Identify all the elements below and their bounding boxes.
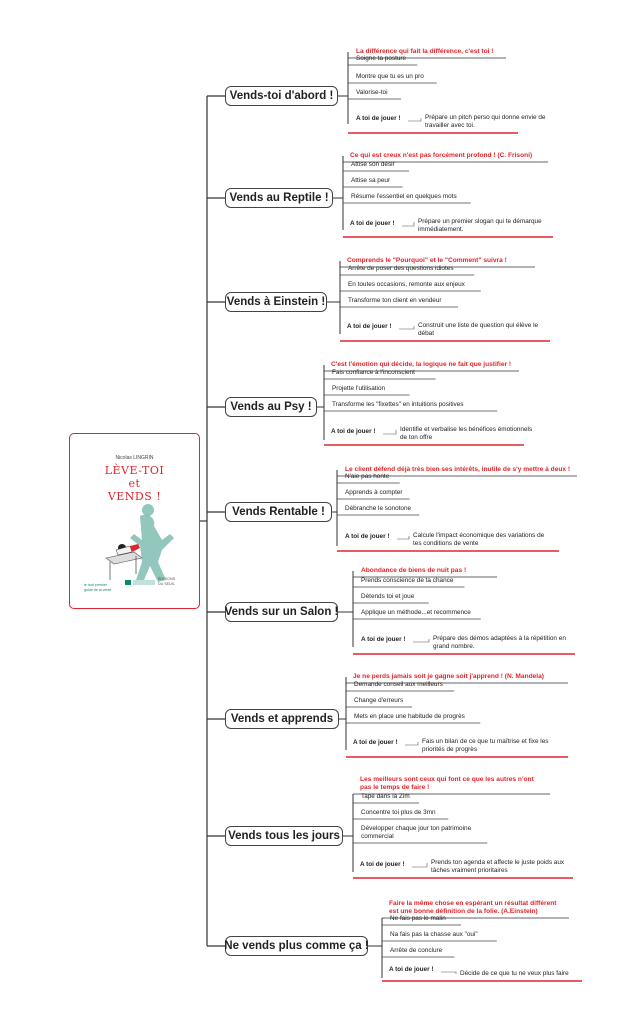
action-label: A toi de jouer !	[347, 323, 392, 330]
branch-label-text: Vends sur un Salon !	[224, 606, 339, 618]
branch-node[interactable]	[225, 936, 368, 956]
branch-item: Attise sa peur	[351, 177, 391, 184]
action-text: Construit une liste de question qui élève le débat	[418, 322, 539, 337]
branch-item: Demande conseil aux meilleurs	[354, 681, 443, 688]
action-label: A toi de jouer !	[353, 739, 398, 746]
branch-quote: La différence qui fait la différence, c'est toi !	[356, 48, 494, 55]
action-text: Calcule l'impact économique des variations de tes conditions de vente	[413, 532, 545, 547]
branch-label-text: Vends tous les jours	[228, 830, 340, 842]
action-label: A toi de jouer !	[350, 220, 395, 227]
action-label: A toi de jouer !	[331, 428, 376, 435]
action-label: A toi de jouer !	[361, 636, 406, 643]
branch-item: Débranche le sonotone	[345, 505, 412, 512]
action-label: A toi de jouer !	[389, 966, 434, 973]
branch-quote: Comprends le "Pourquoi" et le "Comment" suivra !	[347, 257, 507, 264]
branch-item: Arrête de conclure	[390, 947, 443, 954]
branch-quote: Faire la même chose en espérant un résultat différent est une bonne définition de la folie. (A.Einstein)	[389, 900, 557, 915]
cover-subtitle: le tout premier guide de la vente	[84, 583, 112, 592]
action-text: Décide de ce que tu ne veux plus faire	[460, 970, 569, 977]
action-connector	[408, 118, 421, 121]
branch-node[interactable]	[225, 602, 338, 622]
branch-node[interactable]	[225, 709, 339, 729]
branch-node[interactable]	[225, 502, 332, 522]
action-connector	[405, 742, 418, 745]
branch-label-text: Vends à Einstein !	[226, 296, 326, 308]
branch-item: Mets en place une habitude de progrès	[354, 713, 465, 720]
action-label: A toi de jouer !	[345, 533, 390, 540]
branch-item: En toutes occasions, remonte aux enjeux	[348, 281, 465, 288]
action-text: Prépare un pitch perso qui donne envie de travailler avec toi.	[425, 114, 546, 129]
branch-item: Soigne ta posture	[356, 55, 407, 62]
branch-item: Prends conscience de ta chance	[361, 577, 454, 584]
branch-node[interactable]	[225, 86, 338, 106]
action-label: A toi de jouer !	[356, 115, 401, 122]
branch-quote: Le client défend déjà très bien ses intérêts, inutile de s'y mettre à deux !	[345, 466, 571, 473]
action-connector	[412, 863, 427, 867]
branch-item: Na fais pas la chasse aux "oui"	[390, 931, 478, 938]
action-text: Prépare un premier slogan qui te démarque immédiatement.	[418, 218, 542, 233]
branch-item: Tape dans la Zim	[361, 793, 410, 800]
branch-label-text: Ne vends plus comme ça !	[224, 940, 369, 952]
branch-item: Montre que tu es un pro	[356, 73, 424, 80]
branch-item: Change d'erreurs	[354, 697, 404, 704]
branch-item: Transforme les "fixettes" en intuitions positives	[332, 401, 464, 408]
branch-item: N'aie pas honte	[345, 473, 390, 480]
action-connector	[413, 639, 429, 642]
branch-label-text: Vends Rentable !	[232, 506, 325, 518]
cover-publisher: ÉDITIONS DU SEUIL	[158, 577, 175, 586]
action-text: Prends ton agenda et affecte le juste poids aux tâches vraiment prioritaires	[431, 859, 565, 874]
branch-quote: Ce qui est creux n'est pas forcément profond ! (C. Frisoni)	[350, 152, 533, 159]
branch-item: Applique un méthode...et recommence	[361, 609, 471, 616]
branch-node[interactable]	[225, 397, 317, 417]
cover-title: LÈVE-TOI et VENDS !	[104, 464, 165, 503]
branch-node[interactable]	[225, 292, 327, 312]
branch-item: Ne fais pas le malin	[390, 915, 446, 922]
action-text: Prépare des démos adaptées à la répétition en grand nombre.	[433, 635, 566, 650]
action-connector	[402, 222, 414, 226]
branch-quote: C'est l'émotion qui décide, la logique ne fait que justifier !	[331, 361, 512, 368]
action-connector	[399, 326, 414, 329]
branch-item: Développer chaque jour ton patrimoine commercial	[361, 825, 472, 840]
branch-node[interactable]	[225, 188, 333, 208]
action-text: Fais un bilan de ce que tu maîtrise et fixe les priorités de progrès	[422, 738, 549, 753]
cover-author: Nicolas LINGRIN	[115, 455, 154, 461]
branch-quote: Les meilleurs sont ceux qui font ce que les autres n'ont pas le temps de faire !	[360, 776, 534, 791]
branch-node[interactable]	[225, 826, 343, 846]
branch-item: Transforme ton client en vendeur	[348, 297, 442, 304]
branch-quote: Abondance de biens de nuit pas !	[361, 567, 467, 574]
branch-item: Valorise-toi	[356, 89, 388, 96]
branch-label-text: Vends et apprends	[230, 713, 334, 725]
action-connector	[383, 430, 396, 434]
action-label: A toi de jouer !	[360, 861, 405, 868]
branch-item: Concentre toi plus de 3mn	[361, 809, 436, 816]
branch-item: Attise son désir	[351, 161, 395, 168]
book-cover	[69, 433, 200, 609]
branch-item: Détends toi et joue	[361, 593, 415, 600]
branch-quote: Je ne perds jamais soit je gagne soit j'apprend ! (N. Mandela)	[353, 673, 544, 680]
action-connector	[397, 536, 409, 539]
branch-item: Résume l'essentiel en quelques mots	[351, 193, 457, 200]
branch-label-text: Vends-toi d'abord !	[229, 90, 334, 102]
branch-item: Arrête de poser des questions idiotes	[348, 265, 454, 272]
branch-item: Fais confiance à l'inconscient	[332, 369, 415, 376]
branch-label-text: Vends au Psy !	[230, 401, 312, 413]
branch-item: Projette l'utilisation	[332, 385, 386, 392]
branch-item: Apprends à compter	[345, 489, 403, 496]
action-text: Identifie et verbalise les bénéfices émotionnels de ton offre	[400, 426, 533, 441]
action-connector	[441, 972, 456, 974]
branch-label-text: Vends au Reptile !	[229, 192, 329, 204]
